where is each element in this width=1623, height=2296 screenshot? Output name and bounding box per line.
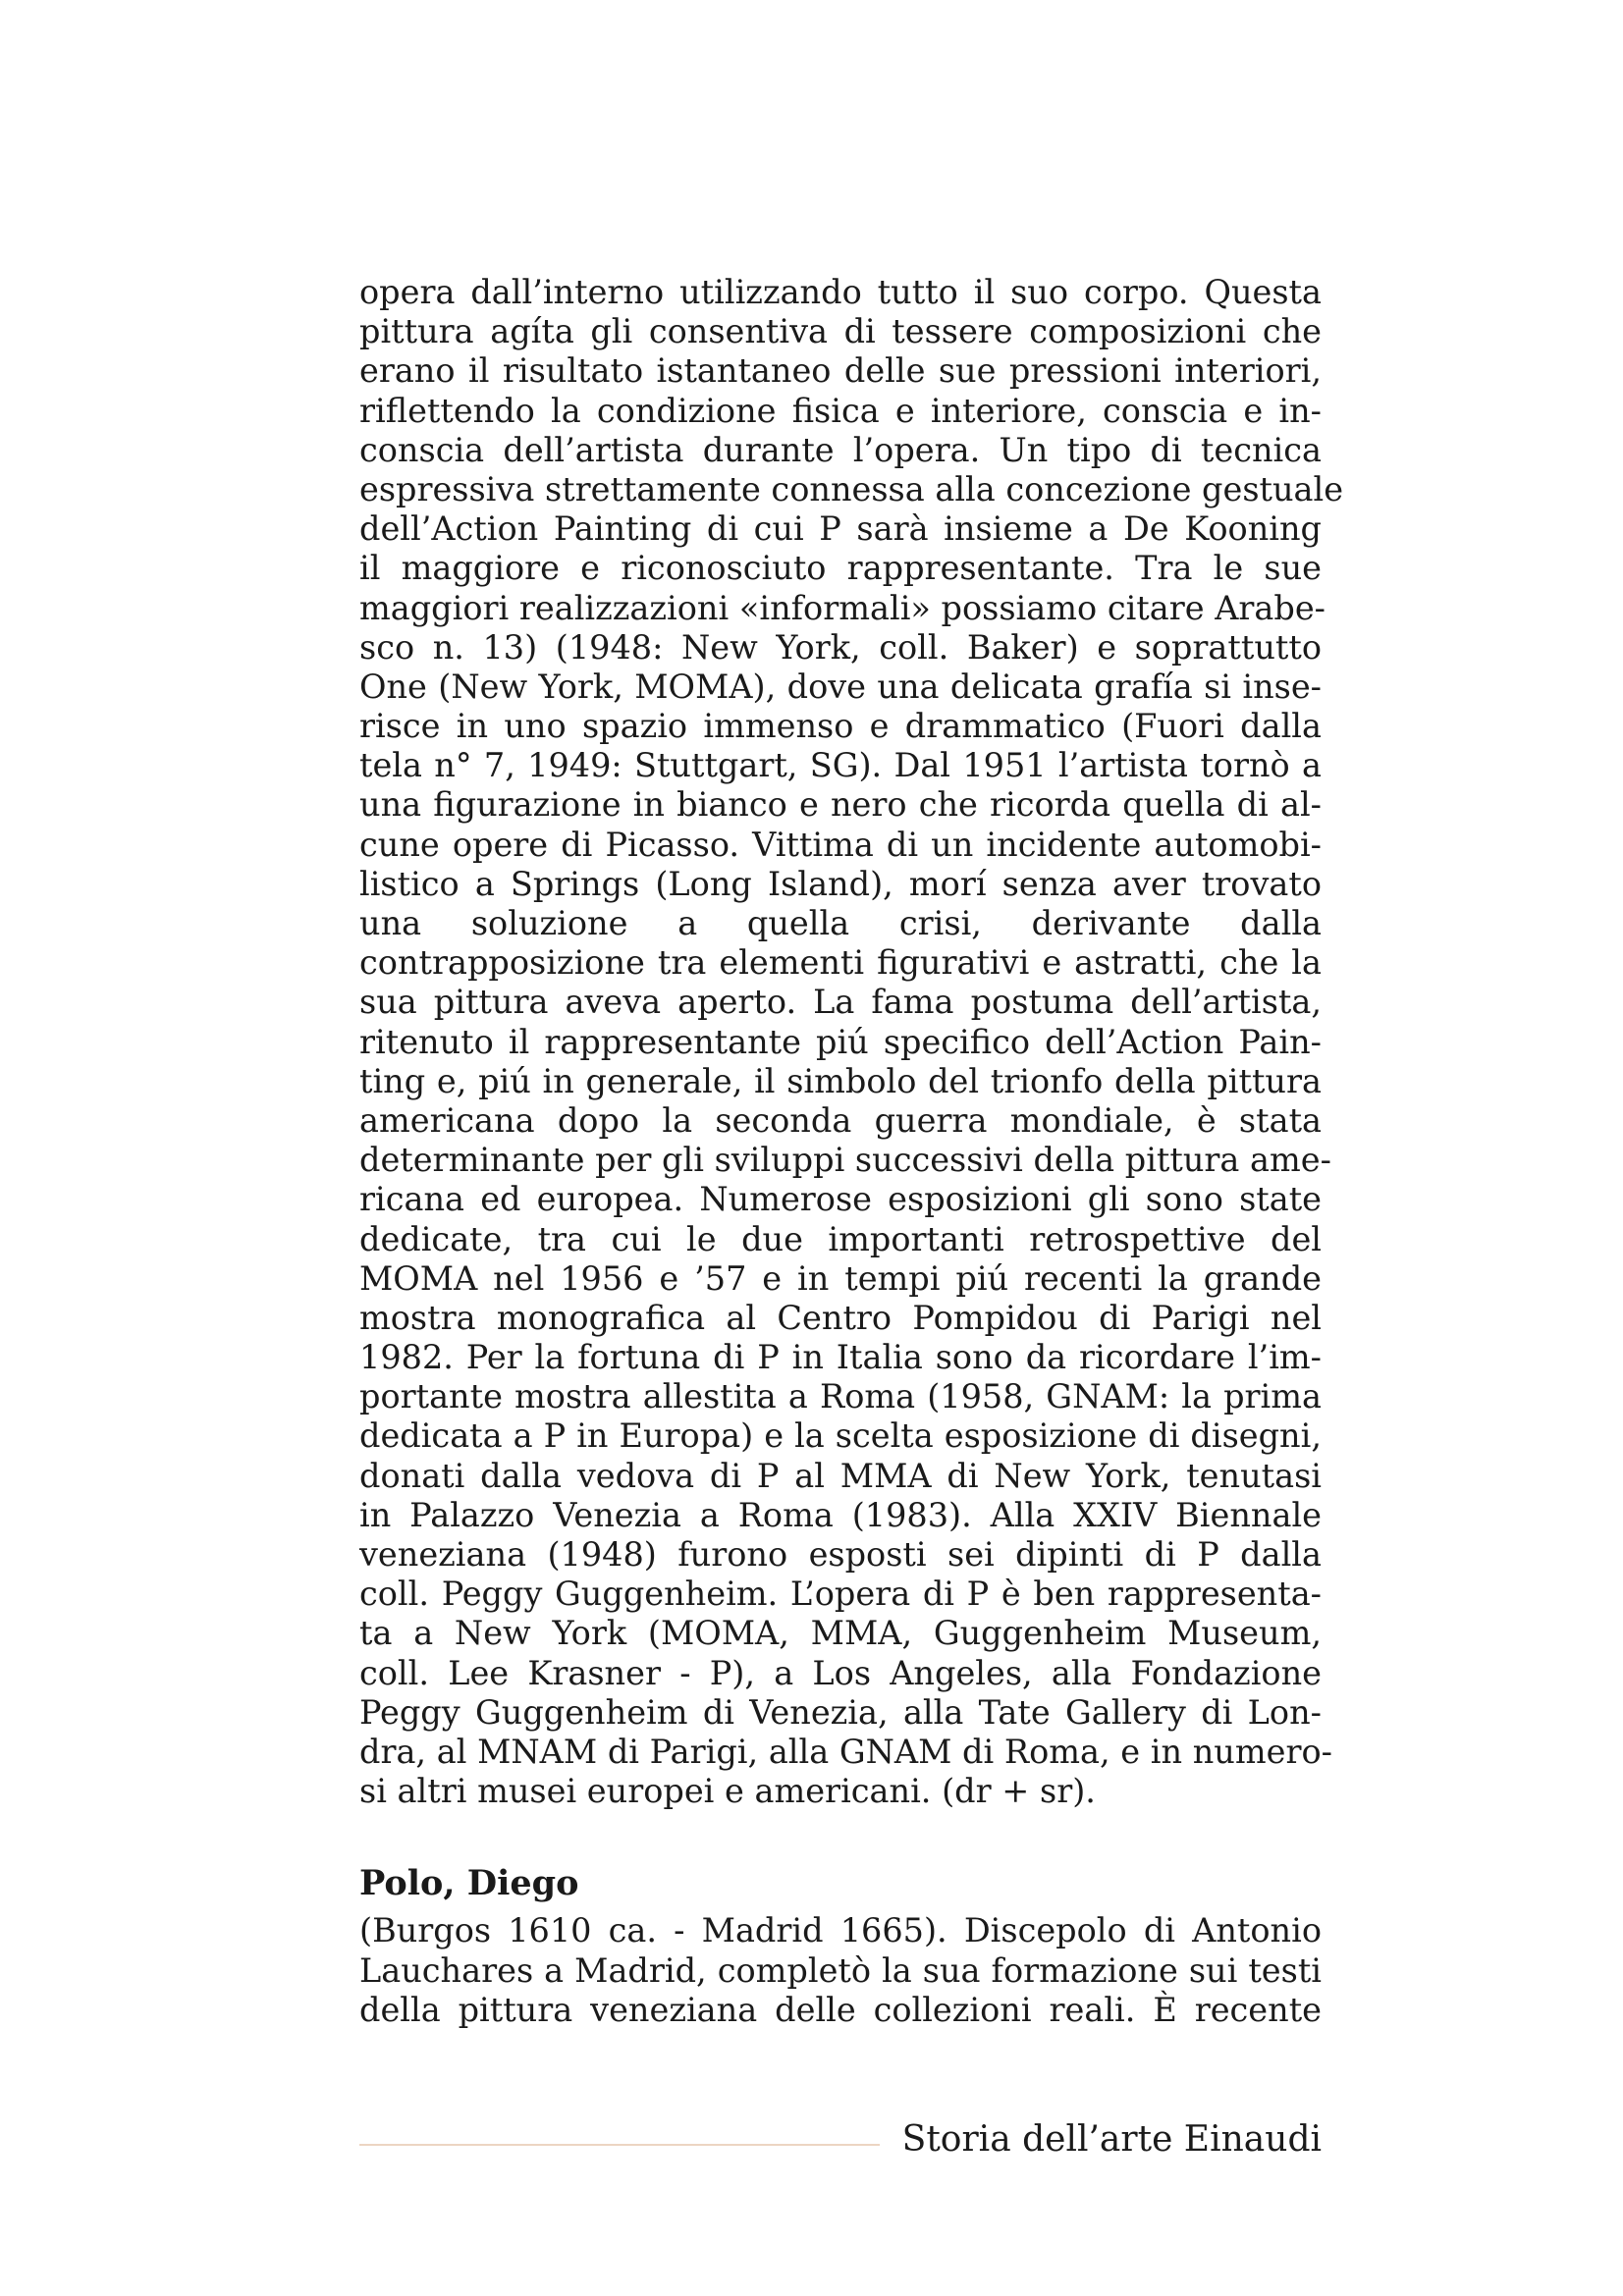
text-line: Lauchares a Madrid, completò la sua formazione sui testi — [359, 1950, 1322, 1990]
entry-heading: Polo, Diego — [359, 1863, 579, 1904]
text-line: dedicata a P in Europa) e la scelta esposizione di disegni, — [359, 1416, 1322, 1456]
text-line: contrapposizione tra elementi figurativi e astratti, che la — [359, 943, 1322, 983]
text-line: riflettendo la condizione fisica e interiore, conscia e in- — [359, 391, 1322, 430]
text-line: dedicate, tra cui le due importanti retrospettive del — [359, 1219, 1322, 1258]
text-line: cune opere di Picasso. Vittima di un incidente automobi- — [359, 825, 1322, 864]
text-line: erano il risultato istantaneo delle sue pressioni interiori, — [359, 351, 1322, 391]
text-line: sco n. 13) (1948: New York, coll. Baker) e soprattutto — [359, 627, 1322, 667]
text-line: una figurazione in bianco e nero che ricorda quella di al- — [359, 785, 1322, 825]
text-line: One (New York, MOMA), dove una delicata grafía si inse- — [359, 667, 1322, 706]
text-line: della pittura veneziana delle collezioni reali. È recente — [359, 1990, 1322, 2029]
text-line: sua pittura aveva aperto. La fama postuma dell’artista, — [359, 983, 1322, 1022]
text-line: listico a Springs (Long Island), morí senza aver trovato — [359, 864, 1322, 903]
text-line: risce in uno spazio immenso e drammatico (Fuori dalla — [359, 707, 1322, 746]
text-line: una soluzione a quella crisi, derivante dalla — [359, 904, 1322, 942]
page-body — [359, 273, 1344, 2030]
text-line: determinante per gli sviluppi successivi della pittura ame- — [359, 1141, 1331, 1180]
text-line: il maggiore e riconosciuto rappresentante. Tra le sue — [359, 549, 1322, 588]
text-line: ricana ed europea. Numerose esposizioni gli sono state — [359, 1180, 1322, 1219]
continued-entry-text — [359, 273, 1344, 1811]
footer-rule — [359, 2144, 880, 2146]
text-line: pittura agíta gli consentiva di tessere composizioni che — [359, 312, 1322, 351]
text-line: ritenuto il rappresentante piú specifico dell’Action Pain- — [359, 1022, 1322, 1061]
text-line: in Palazzo Venezia a Roma (1983). Alla XXIV Biennale — [359, 1495, 1322, 1534]
text-line: coll. Lee Krasner - P), a Los Angeles, alla Fondazione — [359, 1653, 1322, 1692]
text-line: dell’Action Painting di cui P sarà insieme a De Kooning — [359, 509, 1322, 549]
text-line: portante mostra allestita a Roma (1958, GNAM: la prima — [359, 1377, 1322, 1416]
text-line: dra, al MNAM di Parigi, alla GNAM di Roma, e in numero- — [359, 1732, 1332, 1771]
text-line: ta a New York (MOMA, MMA, Guggenheim Museum, — [359, 1614, 1322, 1653]
text-line: americana dopo la seconda guerra mondiale, è stata — [359, 1100, 1322, 1140]
text-line: maggiori realizzazioni «informali» possiamo citare Arabe- — [359, 588, 1325, 627]
text-line: donati dalla vedova di P al MMA di New York, tenutasi — [359, 1456, 1322, 1495]
text-line: conscia dell’artista durante l’opera. Un tipo di tecnica — [359, 430, 1322, 469]
text-line: MOMA nel 1956 e ’57 e in tempi piú recenti la grande — [359, 1258, 1322, 1298]
page-footer — [359, 2112, 1322, 2171]
new-entry-text — [359, 1911, 1322, 2030]
text-line: 1982. Per la fortuna di P in Italia sono da ricordare l’im- — [359, 1338, 1322, 1377]
text-line: mostra monografica al Centro Pompidou di Parigi nel — [359, 1298, 1322, 1337]
text-line: si altri musei europei e americani. (dr + sr). — [359, 1772, 1096, 1811]
text-line: veneziana (1948) furono esposti sei dipinti di P dalla — [359, 1535, 1322, 1574]
text-line: espressiva strettamente connessa alla concezione gestuale — [359, 469, 1344, 508]
text-line: opera dall’interno utilizzando tutto il suo corpo. Questa — [359, 273, 1322, 311]
text-line: tela n° 7, 1949: Stuttgart, SG). Dal 1951 l’artista tornò a — [359, 746, 1322, 785]
text-line: (Burgos 1610 ca. - Madrid 1665). Discepolo di Antonio — [359, 1911, 1322, 1950]
text-line: ting e, piú in generale, il simbolo del trionfo della pittura — [359, 1061, 1322, 1100]
footer-title: Storia dell’arte Einaudi — [901, 2119, 1322, 2160]
text-line: coll. Peggy Guggenheim. L’opera di P è ben rappresenta- — [359, 1575, 1322, 1614]
text-line: Peggy Guggenheim di Venezia, alla Tate Gallery di Lon- — [359, 1692, 1322, 1732]
